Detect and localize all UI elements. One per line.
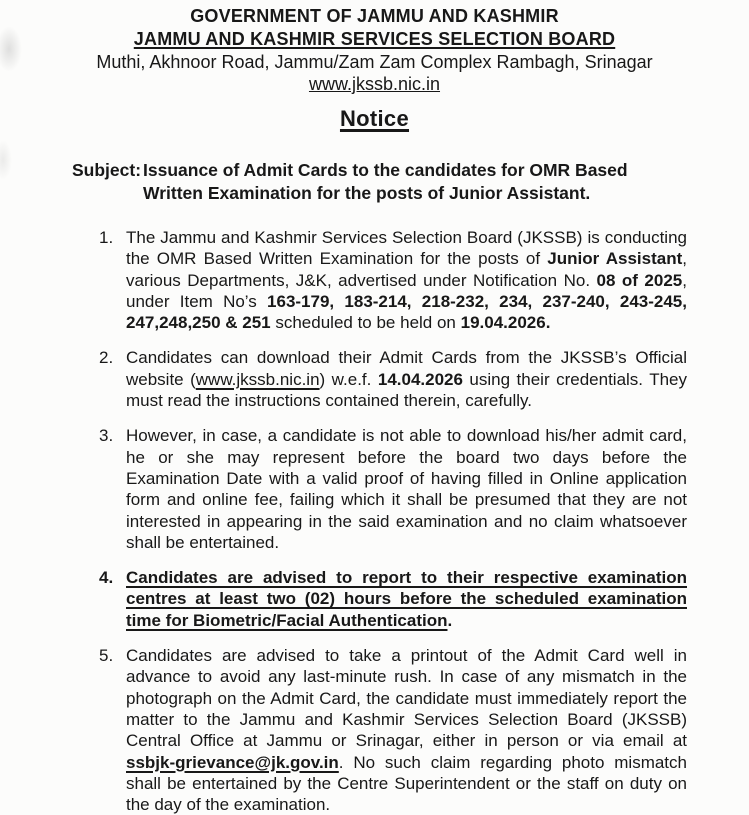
notice-paragraph — [99, 227, 687, 333]
subject-row — [72, 159, 689, 205]
paragraph-text — [126, 347, 687, 411]
text-segment: , under Item No’s — [126, 270, 687, 311]
notice-heading — [0, 106, 749, 132]
paragraph-number: 3. — [99, 426, 114, 446]
text-segment: ) w.e.f. — [319, 369, 378, 389]
government-name: GOVERNMENT OF JAMMU AND KASHMIR — [190, 6, 559, 26]
text-segment: using their credentials. They must read the instructions contained therein, carefully. — [126, 369, 687, 411]
notification-number: 08 of 2025 — [596, 270, 683, 290]
paragraph-number: 5. — [99, 646, 114, 666]
paragraph-text — [126, 425, 687, 553]
notice-paragraph — [99, 425, 687, 553]
text-segment: . No such claim regarding photo mismatch shall be entertained by the Centre Superintendent or the staff on duty on the day of the examination. — [126, 752, 687, 815]
notice-heading-text: Notice — [339, 106, 410, 131]
board-address: Muthi, Akhnoor Road, Jammu/Zam Zam Complex Rambagh, Srinagar — [96, 52, 653, 72]
scan-artifact — [0, 140, 12, 180]
notice-paragraph — [99, 567, 687, 631]
letterhead — [0, 0, 749, 95]
item-numbers: 163-179, 183-214, 218-232, 234, 237-240, 243-245, 247,248,250 & 251 — [126, 291, 687, 333]
paragraph-text — [126, 645, 687, 815]
text-segment: However, in case, a candidate is not able to download his/her admit card, he or she may represent before the board two days before the Examination Date with a valid proof of having filled in Online application form and online fee, failing which it shall be presumed that they are not interested in appearing in the said examination and no claim whatsoever shall be entertained. — [126, 426, 687, 552]
email-link: ssbjk-grievance@jk.gov.in — [126, 752, 339, 772]
paragraph-number: 4. — [99, 568, 114, 588]
text-segment: Candidates are advised to take a printout of the Admit Card well in advance to avoid any last-minute rush. In case of any mismatch in the photograph on the Admit Card, the candidate must immediately report the matter to the Jammu and Kashmir Services Selection Board (JKSSB) Central Office at Jammu or Srinagar, either in person or via email at — [126, 646, 687, 751]
paragraph-number: 2. — [99, 348, 114, 368]
notice-paragraph — [99, 347, 687, 411]
notice-list — [0, 227, 749, 815]
text-segment: , various Departments, J&K, advertised under Notification No. — [126, 249, 687, 290]
website-link: www.jkssb.nic.in — [195, 369, 320, 389]
subject-label: Subject: — [72, 160, 142, 180]
post-name: Junior Assistant — [547, 249, 683, 269]
paragraph-text — [126, 567, 687, 631]
paragraph-number: 1. — [99, 228, 114, 247]
notice-paragraph — [99, 645, 687, 815]
board-website: www.jkssb.nic.in — [308, 74, 441, 94]
download-start-date: 14.04.2026 — [377, 369, 463, 389]
board-name: JAMMU AND KASHMIR SERVICES SELECTION BOARD — [133, 29, 616, 49]
paragraph-text — [126, 227, 687, 333]
reporting-instruction: Candidates are advised to report to their respective examination centres at least two (02) hours before the scheduled examination time for Biometric/Facial Authentication — [126, 568, 687, 630]
text-segment: scheduled to be held on — [270, 313, 461, 333]
text-segment: The Jammu and Kashmir Services Selection Board (JKSSB) is conducting the OMR Based Written Examination for the posts of — [126, 228, 687, 269]
text-segment: Candidates can download their Admit Cards from the JKSSB’s Official website ( — [126, 348, 687, 389]
exam-date: 19.04.2026. — [460, 313, 551, 333]
subject-text: Issuance of Admit Cards to the candidates for OMR Based Written Examination for the posts of Junior Assistant. — [143, 160, 628, 203]
text-segment: . — [447, 610, 453, 630]
